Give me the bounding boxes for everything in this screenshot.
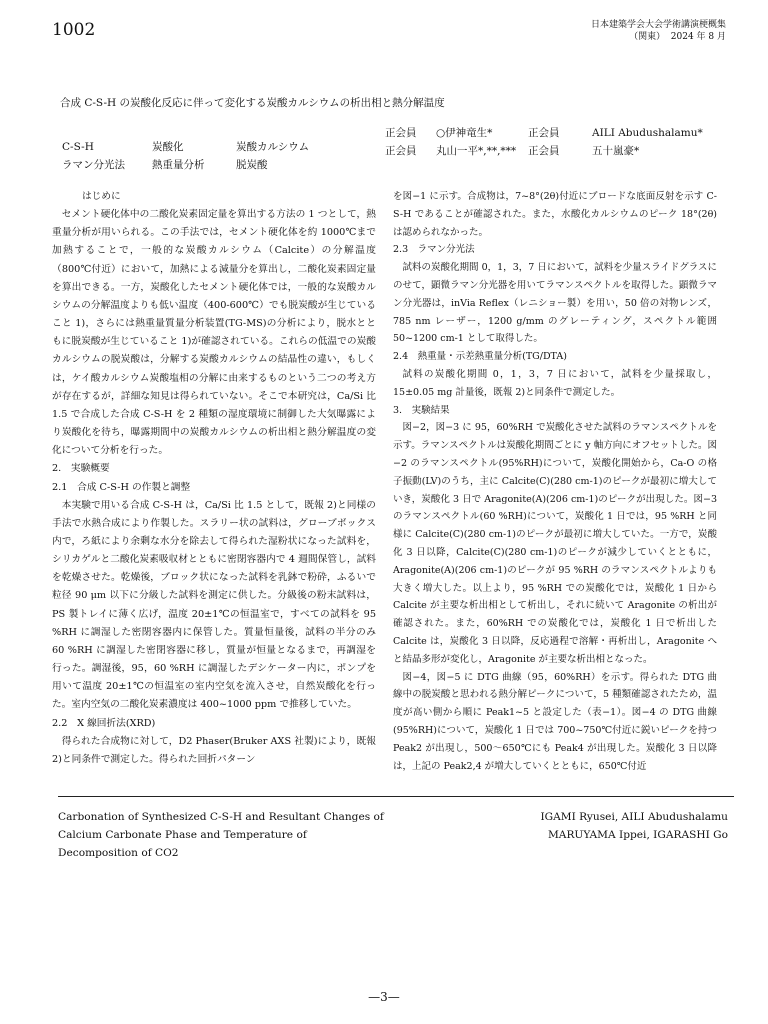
author-membership: 正会員 (528, 127, 560, 139)
body-column-left (52, 188, 376, 769)
keyword-1: C-S-H (62, 141, 94, 153)
journal-name: 日本建築学会大会学術講演梗概集 (590, 20, 726, 30)
keyword-3: 炭酸カルシウム (236, 141, 310, 153)
section-heading: 2.3 ラマン分光法 (393, 244, 475, 256)
body-column-right (393, 188, 717, 775)
keyword-2: 炭酸化 (152, 141, 184, 153)
journal-header (591, 19, 726, 43)
section-heading: はじめに (82, 191, 121, 202)
body-paragraph: 本実験で用いる合成 C-S-H は，Ca/Si 比 1.5 として，既報 2)と同様の手法で水熱合成により作製した。スラリー状の試料は，グローブボックス内で，ろ紙により余剰な水分を除去して得られた湿粉状になった試料を，シリカゲルと二酸化炭素吸収材とともに密閉容器内で 4 週間保管し，試料を乾燥させた。乾燥後，ブロック状になった試料を乳鉢で粉砕，ふるいで粒径 90 μm 以下に分級した試料を測定に供した。分級後の粉末試料は，PS 製トレイに薄く広げ，温度 20±1℃の恒温室で，すべての試料を 95 %RH に調湿した密閉容器内に保管した。質量恒量後，試料の半分のみ 60 %RH に調湿した密閉容器に移し，質量が恒量となるまで，再調湿を行った。調湿後，95，60 %RH に調湿したデシケーター内に，ポンプを用いて温度 20±1℃の恒温室の室内空気を流入させ，自然炭酸化を行った。室内空気の二酸化炭素濃度は 400~1000 ppm で推移していた。 (52, 499, 376, 711)
page-footer-number: —3— (368, 990, 400, 1004)
author-membership: 正会員 (385, 127, 417, 139)
author-name: 五十嵐豪* (592, 145, 640, 157)
author-membership: 正会員 (385, 145, 417, 157)
journal-date: （関東） 2024 年 8 月 (629, 32, 726, 42)
keyword-6: 脱炭酸 (236, 159, 268, 171)
english-authors-line: MARUYAMA Ippei, IGARASHI Go (547, 829, 728, 842)
body-paragraph: を図−1 に示す。合成物は，7~8°(2θ)付近にブロードな底面反射を示す C-S-H であることが確認された。また，水酸化カルシウムのピーク 18°(2θ)は認められなかった。 (393, 191, 717, 238)
paper-title: 合成 C-S-H の炭酸化反応に伴って変化する炭酸カルシウムの析出相と熱分解温度 (60, 97, 445, 109)
section-heading: 3. 実験結果 (393, 404, 450, 416)
keyword-5: 熱重量分析 (152, 159, 205, 171)
body-paragraph: 図−2，図−3 に 95，60%RH で炭酸化させた試料のラマンスペクトルを示す。ラマンスペクトルは炭酸化期間ごとに y 軸方向にオフセットした。図−2 のラマンスペクトル(95%RH)について，炭酸化開始から，Ca-O の格子振動(LV)のうち，主に Calcite(C)(280 cm-1)のピークが最初に増大していき，炭酸化 3 日で Aragonite(A)(206 cm-1)のピークが出現した。図−3 のラマンスペクトル(60 %RH)について，炭酸化 1 日では，95 %RH と同様に Calcite(C)(280 cm-1)のピークが最初に増大していた。一方で，炭酸化 3 日以降，Calcite(C)(280 cm-1)のピークが減少していくとともに，Aragonite(A)(206 cm-1)のピークが 95 %RH のラマンスペクトルよりも大きく増大した。以上より，95 %RH での炭酸化では，炭酸化 1 日から Calcite が主要な析出相として析出し，それに続いて Aragonite の析出が確認された。また，60%RH での炭酸化では，炭酸化 1 日で析出した Calcite は，炭酸化 3 日以降，反応過程で溶解・再析出し，Aragonite へと結晶多形が変化し，Aragonite が主要な析出相となった。 (393, 422, 717, 665)
body-paragraph: 得られた合成物に対して，D2 Phaser(Bruker AXS 社製)により，既報 2)と同条件で測定した。得られた回折パターン (52, 735, 376, 765)
author-membership: 正会員 (528, 145, 560, 157)
english-authors (540, 808, 728, 844)
body-paragraph: セメント硬化体中の二酸化炭素固定量を算出する方法の 1 つとして，熱重量分析が用いられる。この手法では，セメント硬化体を約 1000℃まで加熱することで，一般的な炭酸カルシウム（Calcite）の分解温度（800℃付近）において，加熱による減量分を算出し，二酸化炭素固定量を算出できる。一方，炭酸化したセメント硬化体では，一般的な炭酸カルシウムの分解温度よりも低い温度（400-600℃）でも脱炭酸が生じていること 1)，さらには熱重量質量分析装置(TG-MS)の分析により，脱水とともに脱炭酸が生じていること 1)が確認されている。これらの低温での炭酸カルシウムの脱炭酸は，分解する炭酸カルシウムの結晶性の違い，もしくは，ケイ酸カルシウム炭酸塩相の分解に由来するものという二つの考え方が存在するが，詳細な知見は得られていない。そこで本研究は，Ca/Si 比 1.5 で合成した合成 C-S-H を 2 種類の湿度環境に制御した大気曝露により炭酸化を待ち，曝露期間中の炭酸カルシウムの析出相と熱分解温度の変化について分析を行った。 (52, 209, 376, 457)
section-heading: 2. 実験概要 (52, 463, 110, 475)
author-name: AILI Abudushalamu* (592, 127, 703, 139)
author-name: ○伊神竜生* (436, 127, 493, 139)
section-heading: 2.1 合成 C-S-H の作製と調整 (52, 481, 191, 493)
page-number: 1002 (52, 20, 96, 40)
keyword-4: ラマン分光法 (62, 159, 125, 171)
english-authors-line: IGAMI Ryusei, AILI Abudushalamu (540, 811, 728, 823)
author-name: 丸山一平*,**,*** (436, 145, 517, 157)
body-paragraph: 試料の炭酸化期間 0，1，3，7 日において，試料を少量スライドグラスにのせて，顕微ラマン分光器を用いてラマンスペクトルを取得した。顕微ラマン分光器は，inVia Reflex（レニショー製）を用い，50 倍の対物レンズ，785 nm レーザー，1200 g/mm のグレーティング，スペクトル範囲 50~1200 cm-1 として取得した。 (393, 262, 717, 345)
body-paragraph: 図−4，図−5 に DTG 曲線（95，60%RH）を示す。得られた DTG 曲線中の脱炭酸と思われる熱分解ピークについて，5 種類確認されたため，温度が高い側から順に Peak1~5 と設定した（表−1）。図−4 の DTG 曲線(95%RH)について，炭酸化 1 日では 700~750℃付近に鋭いピークを持つ Peak2 が出現し，500～650℃にも Peak4 が出現した。炭酸化 3 日以降は，上記の Peak2,4 が増大していくとともに，650℃付近 (393, 671, 717, 772)
section-heading: 2.2 X 線回折法(XRD) (52, 717, 156, 729)
footer-divider (58, 796, 734, 797)
section-heading: 2.4 熱重量・示差熱重量分析(TG/DTA) (393, 351, 567, 363)
english-title: Carbonation of Synthesized C-S-H and Resultant Changes of Calcium Carbonate Phase and Temperature of Decomposition of CO2 (58, 811, 384, 860)
body-paragraph: 試料の炭酸化期間 0，1，3，7 日において，試料を少量採取し，15±0.05 mg 計量後，既報 2)と同条件で測定した。 (393, 368, 717, 398)
